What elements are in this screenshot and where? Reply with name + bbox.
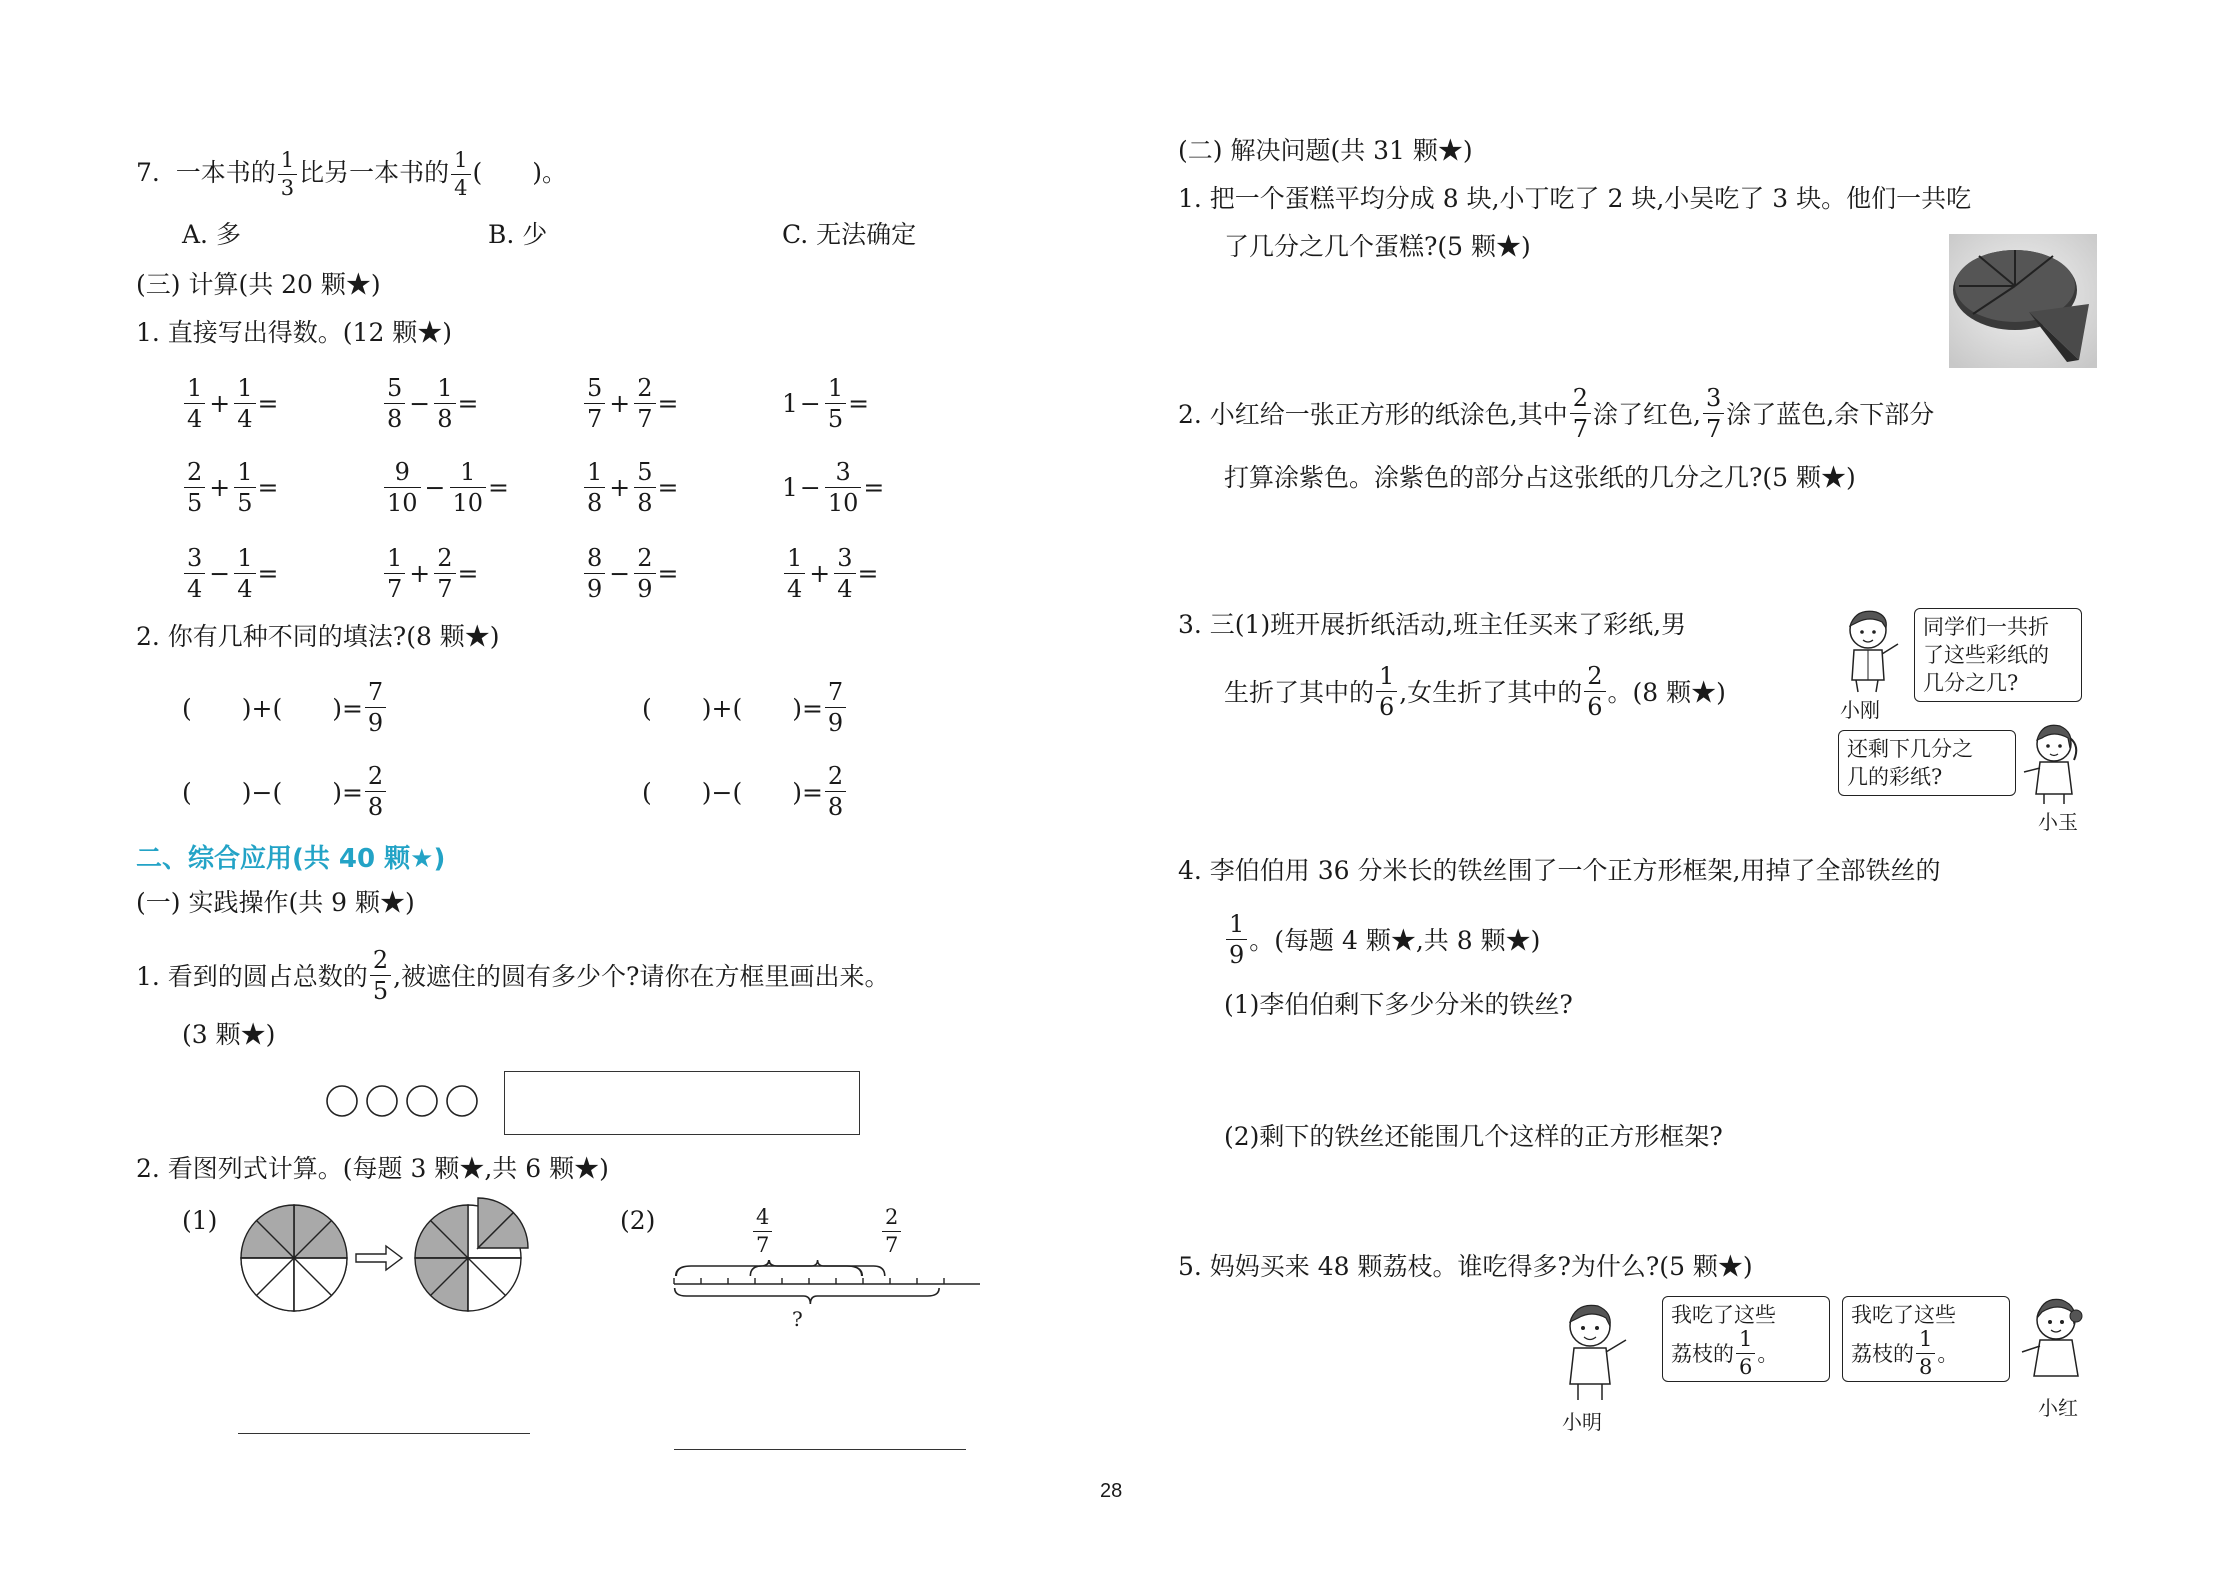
name-xiaoming: 小明 [1562,1410,1602,1434]
practice-question-2: 2. 看图列式计算。(每题 3 颗★,共 6 颗★) [136,1154,609,1183]
problem-2-line-2: 打算涂紫色。涂紫色的部分占这张纸的几分之几?(5 颗★) [1224,463,1856,492]
fill-item-3: ( )−( )= $\frac{2}{8}$ [182,756,388,826]
calc-item: $\frac{1}{8}$ + $\frac{5}{8}$ = [582,452,678,522]
problem-3-line-2: 生折了其中的 $\frac{1}{6}$ ,女生折了其中的 $\frac{2}{6}$ 。(8 颗★) [1224,661,1726,721]
calc-item: $\frac{9}{10}$ − $\frac{1}{10}$ = [382,452,509,522]
calc-item: 1 − $\frac{1}{5}$ = [782,373,870,433]
pie-after [415,1198,528,1311]
fill-item-4: ( )−( )= $\frac{2}{8}$ [642,756,848,826]
name-xiaogang: 小刚 [1840,698,1880,722]
name-xiaoyu: 小玉 [2038,810,2078,834]
problem-4-line-1: 4. 李伯伯用 36 分米长的铁丝围了一个正方形框架,用掉了全部铁丝的 [1178,856,1941,885]
calc-item: $\frac{5}{8}$ − $\frac{1}{8}$ = [382,368,478,438]
calc-question-1: 1. 直接写出得数。(12 颗★) [136,318,453,347]
calc-item: $\frac{1}{4}$ + $\frac{1}{4}$ = [182,368,278,438]
problem-3-line-1: 3. 三(1)班开展折纸活动,班主任买来了彩纸,男 [1178,610,1687,639]
girl-xiaohong-illustration [2016,1290,2096,1390]
speech-bubble-xiaoyu: 还剩下几分之 几的彩纸? [1838,730,2016,796]
circle-1 [327,1086,357,1116]
pie-diagram [236,1196,556,1326]
problem-4-sub-1: (1)李伯伯剩下多少分米的铁丝? [1224,990,1573,1019]
option-a: A. 多 [182,220,241,249]
answer-line-2[interactable] [674,1449,966,1450]
arrow-icon [356,1246,402,1270]
sub-label-1: (1) [182,1206,218,1235]
problem-4-line-2: $\frac{1}{9}$ 。(每题 4 颗★,共 8 颗★) [1224,904,1540,974]
option-c: C. 无法确定 [782,220,917,249]
page-number: 28 [1100,1480,1123,1502]
problem-1-line-2: 了几分之几个蛋糕?(5 颗★) [1224,232,1531,261]
calc-item: $\frac{3}{4}$ − $\frac{1}{4}$ = [182,538,278,608]
calc-item: $\frac{8}{9}$ − $\frac{2}{9}$ = [582,538,678,608]
visible-circles [320,1080,490,1120]
segment-label-2: $\frac{2}{7}$ [880,1201,903,1261]
pie-before [241,1205,347,1311]
sub-label-2: (2) [620,1206,656,1235]
problem-2-line-1: 2. 小红给一张正方形的纸涂色,其中 $\frac{2}{7}$ 涂了红色, $\frac{3}{7}$ 涂了蓝色,余下部分 [1178,383,1935,443]
question-7: 7. 一本书的 $\frac{1}{3}$ 比另一本书的 $\frac{1}{4}$ ( )。 [136,148,568,200]
answer-drawing-box[interactable] [504,1071,860,1135]
girl-xiaoyu-illustration [2018,716,2088,806]
speech-bubble-xiaohong: 我吃了这些 荔枝的 $\frac{1}{8}$ 。 [1842,1296,2010,1382]
circle-3 [407,1086,437,1116]
name-xiaohong: 小红 [2038,1396,2078,1420]
calc-item: $\frac{2}{5}$ + $\frac{1}{5}$ = [182,452,278,522]
problem-4-sub-2: (2)剩下的铁丝还能围几个这样的正方形框架? [1224,1122,1723,1151]
section-3-heading: (三) 计算(共 20 颗★) [136,270,381,299]
problem-1-line-1: 1. 把一个蛋糕平均分成 8 块,小丁吃了 2 块,小吴吃了 3 块。他们一共吃 [1178,184,1972,213]
part-2-heading: 二、综合应用(共 40 颗★) [136,844,446,874]
problem-5: 5. 妈妈买来 48 颗荔枝。谁吃得多?为什么?(5 颗★) [1178,1252,1753,1281]
answer-line-1[interactable] [238,1433,530,1434]
circle-2 [367,1086,397,1116]
segment-label-1: $\frac{4}{7}$ [751,1201,774,1261]
fill-item-1: ( )+( )= $\frac{7}{9}$ [182,672,388,742]
cake-photo [1949,234,2097,368]
speech-bubble-xiaoming: 我吃了这些 荔枝的 $\frac{1}{6}$ 。 [1662,1296,1830,1382]
calc-item: $\frac{1}{7}$ + $\frac{2}{7}$ = [382,538,478,608]
boy-xiaogang-illustration [1836,604,1906,694]
calc-item: $\frac{5}{7}$ + $\frac{2}{7}$ = [582,368,678,438]
practice-question-1: 1. 看到的圆占总数的 $\frac{2}{5}$ ,被遮住的圆有多少个?请你在方框里画出来。 [136,945,890,1005]
subsection-1-heading: (一) 实践操作(共 9 颗★) [136,888,415,917]
circle-4 [447,1086,477,1116]
boy-xiaoming-illustration [1554,1296,1632,1406]
question-mark-label: ? [792,1307,803,1331]
calc-item: 1 − $\frac{3}{10}$ = [782,457,885,517]
calc-question-2: 2. 你有几种不同的填法?(8 颗★) [136,622,500,651]
number-line [670,1258,990,1308]
fill-item-2: ( )+( )= $\frac{7}{9}$ [642,672,848,742]
speech-bubble-xiaogang: 同学们一共折 了这些彩纸的 几分之几? [1914,608,2082,702]
calc-item: $\frac{1}{4}$ + $\frac{3}{4}$ = [782,538,878,608]
section-2-heading: (二) 解决问题(共 31 颗★) [1178,136,1473,165]
option-b: B. 少 [488,220,548,249]
practice-question-1-stars: (3 颗★) [182,1020,276,1049]
